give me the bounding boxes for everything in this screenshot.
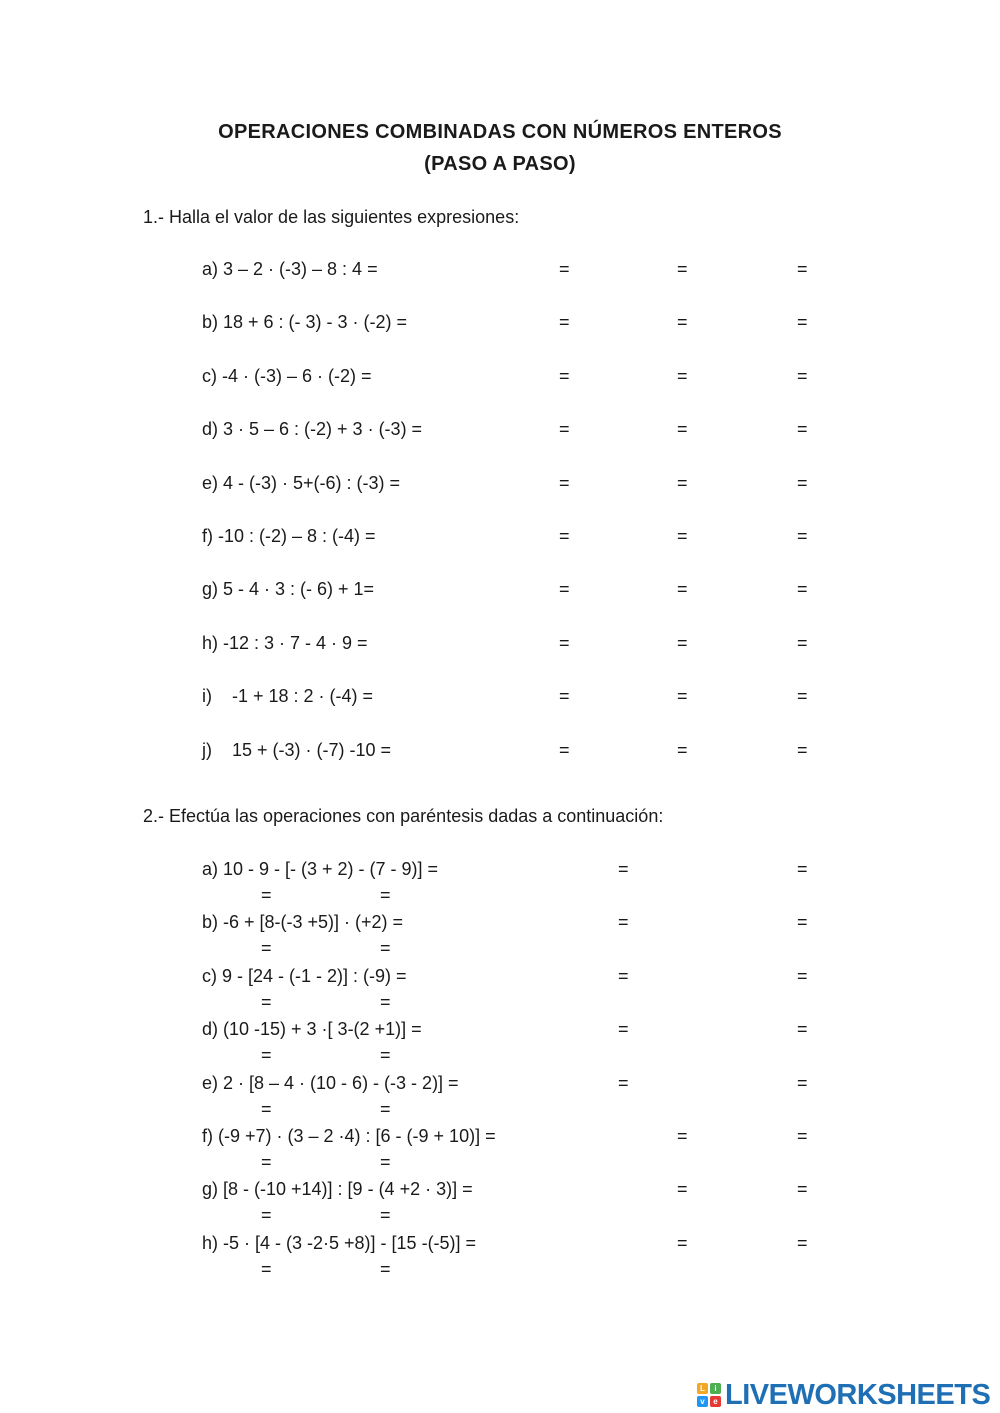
equals-sign: = — [797, 419, 808, 440]
equals-sign: = — [559, 579, 570, 600]
equals-sign: = — [380, 1098, 391, 1119]
equals-sign: = — [677, 632, 688, 653]
equals-sign: = — [797, 1232, 808, 1253]
equals-sign: = — [261, 1045, 272, 1066]
exercise-expression: b) 18 + 6 : (- 3) - 3 · (-2) = — [202, 312, 408, 333]
equals-sign: = — [797, 1019, 808, 1040]
equals-sign: = — [677, 739, 688, 760]
exercise-row — [0, 686, 1000, 710]
equals-sign: = — [677, 312, 688, 333]
exercise-row — [0, 1233, 1000, 1257]
equals-sign: = — [677, 365, 688, 386]
equals-sign: = — [677, 1126, 688, 1146]
equals-sign: = — [559, 632, 570, 653]
liveworksheets-wordmark: LIVEWORKSHEETS — [725, 1378, 991, 1411]
equals-sign: = — [677, 686, 688, 707]
liveworksheets-logo — [697, 1378, 997, 1412]
equals-sign: = — [797, 312, 808, 333]
exercise-expression: d) (10 -15) + 3 ·[ 3-(2 +1)] = — [202, 1019, 422, 1040]
exercise-row — [0, 966, 1000, 990]
exercise-expression: b) -6 + [8-(-3 +5)] · (+2) = — [202, 912, 404, 933]
exercise-expression: d) 3 · 5 – 6 : (-2) + 3 · (-3) = — [202, 419, 423, 440]
equals-sign: = — [559, 472, 570, 493]
exercise-expression: j) 15 + (-3) · (-7) -10 = — [202, 739, 392, 760]
equals-sign: = — [559, 365, 570, 386]
exercise-row — [0, 740, 1000, 764]
equals-sign: = — [797, 472, 808, 493]
exercise-row — [0, 366, 1000, 390]
equals-sign: = — [797, 965, 808, 986]
exercise-row — [0, 633, 1000, 657]
equals-sign: = — [797, 912, 808, 933]
exercise-row — [0, 419, 1000, 443]
exercise-expression: a) 10 - 9 - [- (3 + 2) - (7 - 9)] = — [202, 859, 439, 879]
equals-sign: = — [677, 526, 688, 546]
exercise-expression: h) -12 : 3 · 7 - 4 · 9 = — [202, 632, 368, 653]
equals-sign: = — [261, 991, 272, 1012]
equals-sign: = — [618, 1072, 629, 1093]
exercise-expression: h) -5 · [4 - (3 -2·5 +8)] - [15 -(-5)] = — [202, 1232, 477, 1253]
equals-sign: = — [797, 859, 808, 879]
equals-sign: = — [559, 419, 570, 440]
worksheet-title-line-1: OPERACIONES COMBINADAS CON NÚMEROS ENTEROS — [218, 121, 782, 143]
equals-sign: = — [559, 686, 570, 707]
equals-sign: = — [797, 632, 808, 653]
exercise-row — [0, 473, 1000, 497]
equals-sign: = — [797, 365, 808, 386]
exercise-row — [0, 1179, 1000, 1203]
equals-sign: = — [797, 259, 808, 279]
equals-sign: = — [559, 526, 570, 546]
equals-sign: = — [797, 526, 808, 546]
equals-sign: = — [261, 885, 272, 905]
equals-sign: = — [559, 312, 570, 333]
exercise-row — [0, 526, 1000, 550]
exercise-row — [0, 259, 1000, 283]
exercise-expression: f) -10 : (-2) – 8 : (-4) = — [202, 526, 376, 546]
equals-sign: = — [261, 1258, 272, 1279]
equals-sign: = — [618, 1019, 629, 1040]
exercise-expression: c) -4 · (-3) – 6 · (-2) = — [202, 365, 372, 386]
equals-sign: = — [677, 579, 688, 600]
equals-sign: = — [677, 259, 688, 279]
equals-sign: = — [797, 1179, 808, 1200]
equals-sign: = — [677, 419, 688, 440]
equals-sign: = — [797, 686, 808, 707]
equals-sign: = — [797, 1072, 808, 1093]
equals-sign: = — [380, 938, 391, 959]
equals-sign: = — [380, 1205, 391, 1226]
equals-sign: = — [618, 912, 629, 933]
exercise-row — [0, 1126, 1000, 1150]
equals-sign: = — [677, 1232, 688, 1253]
exercise-expression: g) [8 - (-10 +14)] : [9 - (4 +2 · 3)] = — [202, 1179, 473, 1200]
exercise-row — [0, 912, 1000, 936]
equals-sign: = — [559, 259, 570, 279]
equals-sign: = — [677, 472, 688, 493]
exercise-expression: c) 9 - [24 - (-1 - 2)] : (-9) = — [202, 965, 407, 986]
worksheet-title-line-2: (PASO A PASO) — [424, 153, 576, 175]
equals-sign: = — [797, 739, 808, 760]
section-2-heading: 2.- Efectúa las operaciones con paréntesis dadas a continuación: — [143, 806, 664, 826]
exercise-expression: e) 2 · [8 – 4 · (10 - 6) - (-3 - 2)] = — [202, 1072, 459, 1093]
equals-sign: = — [261, 1098, 272, 1119]
equals-sign: = — [559, 739, 570, 760]
exercise-row — [0, 859, 1000, 883]
equals-sign: = — [677, 1179, 688, 1200]
equals-sign: = — [261, 1205, 272, 1226]
exercise-row — [0, 1073, 1000, 1097]
equals-sign: = — [380, 1045, 391, 1066]
section-1-heading: 1.- Halla el valor de las siguientes expresiones: — [143, 207, 520, 227]
equals-sign: = — [380, 991, 391, 1012]
equals-sign: = — [618, 965, 629, 986]
equals-sign: = — [261, 1152, 272, 1172]
exercise-expression: e) 4 - (-3) · 5+(-6) : (-3) = — [202, 472, 401, 493]
exercise-expression: a) 3 – 2 · (-3) – 8 : 4 = — [202, 259, 378, 279]
equals-sign: = — [261, 938, 272, 959]
exercise-expression: g) 5 - 4 · 3 : (- 6) + 1= — [202, 579, 375, 600]
exercise-row — [0, 1019, 1000, 1043]
exercise-expression: i) -1 + 18 : 2 · (-4) = — [202, 686, 374, 707]
liveworksheets-mark-icon: L i v e — [697, 1383, 721, 1407]
equals-sign: = — [380, 885, 391, 905]
equals-sign: = — [380, 1258, 391, 1279]
equals-sign: = — [380, 1152, 391, 1172]
exercise-row — [0, 312, 1000, 336]
exercise-row — [0, 579, 1000, 603]
equals-sign: = — [618, 859, 629, 879]
equals-sign: = — [797, 1126, 808, 1146]
equals-sign: = — [797, 579, 808, 600]
exercise-expression: f) (-9 +7) · (3 – 2 ·4) : [6 - (-9 + 10)] = — [202, 1126, 496, 1146]
